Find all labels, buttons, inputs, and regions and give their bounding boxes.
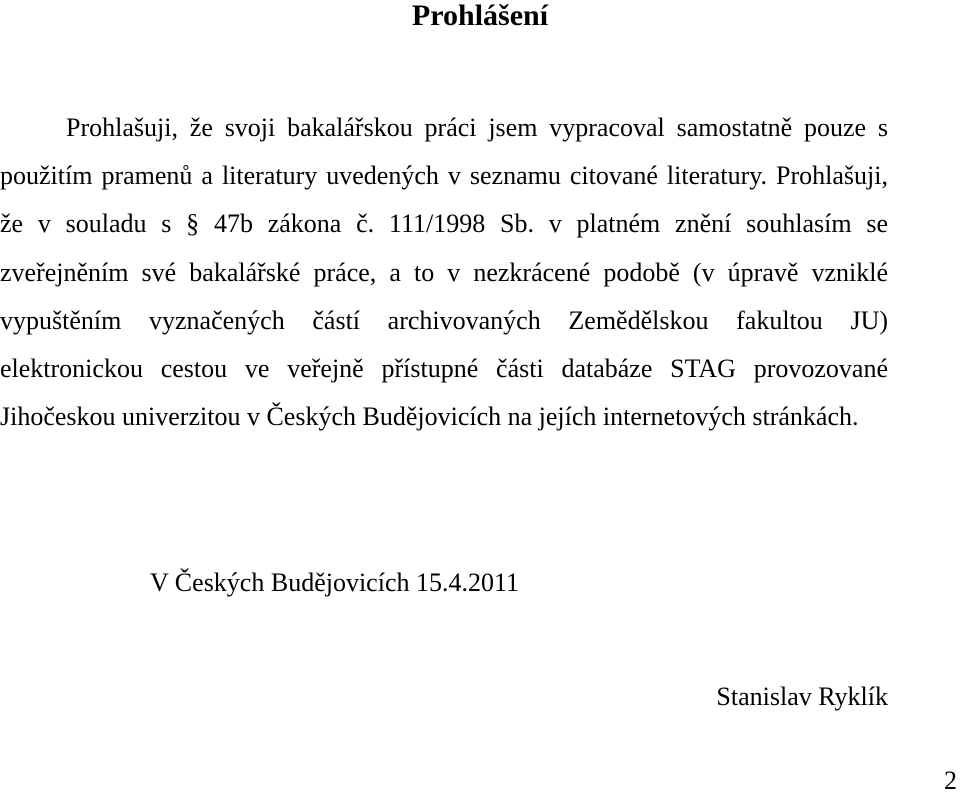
- page-title: Prohlášení: [411, 0, 549, 32]
- place-and-date: V Českých Budějovicích 15.4.2011: [150, 568, 520, 597]
- page-number: 2: [944, 766, 957, 795]
- author-signature-name: Stanislav Ryklík: [716, 682, 888, 711]
- declaration-paragraph: Prohlašuji, že svoji bakalářskou práci jsem vypracoval samostatně pouze s použitím pramenů a literatury uvedených v seznamu citované literatury. Prohlašuji, že v souladu s § 47b zákona č. 111/1998 Sb. v platném znění souhlasím se zveřejněním své bakalářské práce, a to v nezkrácené podobě (v úpravě vzniklé vypuštěním vyznačených částí archivovaných Zemědělskou fakultou JU) elektronickou cestou ve veřejně přístupné části databáze STAG provozované Jihočeskou univerzitou v Českých Budějovicích na jejích internetových stránkách.: [0, 113, 888, 432]
